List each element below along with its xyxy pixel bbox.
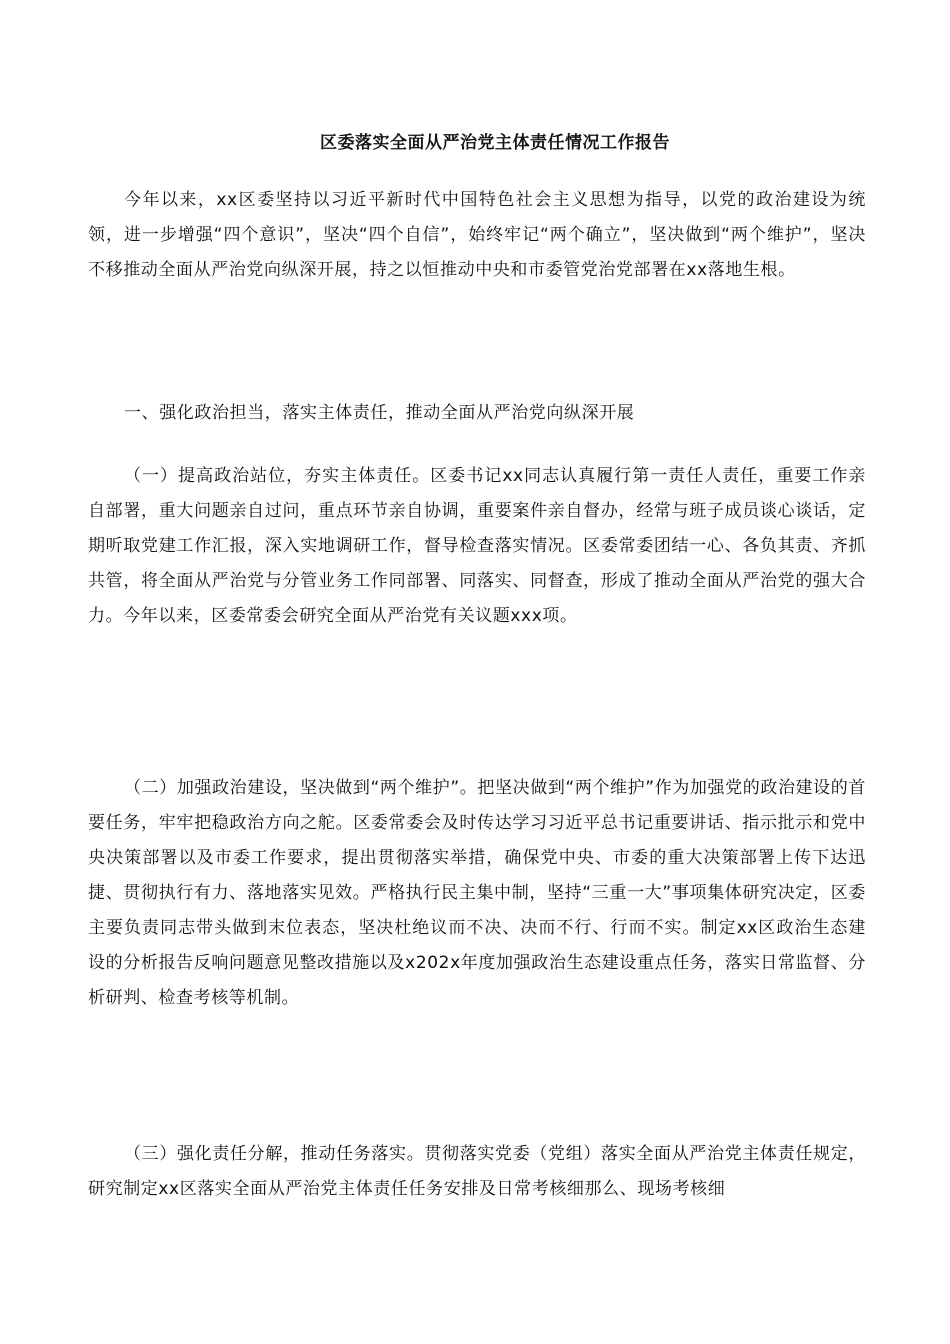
intro-paragraph: 今年以来，xx区委坚持以习近平新时代中国特色社会主义思想为指导，以党的政治建设为统领，进一步增强“四个意识”，坚决“四个自信”，始终牢记“两个确立”，坚决做到“两个维护”，坚决不移推动全面从严治党向纵深开展，持之以恒推动中央和市委管党治党部署在xx落地生根。 — [88, 190, 866, 280]
subsection-3-paragraph: （三）强化责任分解，推动任务落实。贯彻落实党委（党组）落实全面从严治党主体责任规定，研究制定xx区落实全面从严治党主体责任任务安排及日常考核细那么、现场考核细 — [88, 1144, 866, 1199]
section-1-heading: 一、强化政治担当，落实主体责任，推动全面从严治党向纵深开展 — [124, 403, 635, 423]
subsection-1-paragraph: （一）提高政治站位，夯实主体责任。区委书记xx同志认真履行第一责任人责任，重要工作亲自部署，重大问题亲自过问，重点环节亲自协调，重要案件亲自督办，经常与班子成员谈心谈话，定期听取党建工作汇报，深入实地调研工作，督导检查落实情况。区委常委团结一心、各负其责、齐抓共管，将全面从严治党与分管业务工作同部署、同落实、同督查，形成了推动全面从严治党的强大合力。今年以来，区委常委会研究全面从严治党有关议题xxx项。 — [88, 466, 866, 626]
document-title: 区委落实全面从严治党主体责任情况工作报告 — [320, 133, 670, 153]
subsection-2-paragraph: （二）加强政治建设，坚决做到“两个维护”。把坚决做到“两个维护”作为加强党的政治建设的首要任务，牢牢把稳政治方向之舵。区委常委会及时传达学习习近平总书记重要讲话、指示批示和党中央决策部署以及市委工作要求，提出贯彻落实举措，确保党中央、市委的重大决策部署上传下达迅捷、贯彻执行有力、落地落实见效。严格执行民主集中制，坚持“三重一大”事项集体研究决定，区委主要负责同志带头做到末位表态，坚决杜绝议而不决、决而不行、行而不实。制定xx区政治生态建设的分析报告反响问题意见整改措施以及x202x年度加强政治生态建设重点任务，落实日常监督、分析研判、检查考核等机制。 — [88, 778, 866, 1008]
